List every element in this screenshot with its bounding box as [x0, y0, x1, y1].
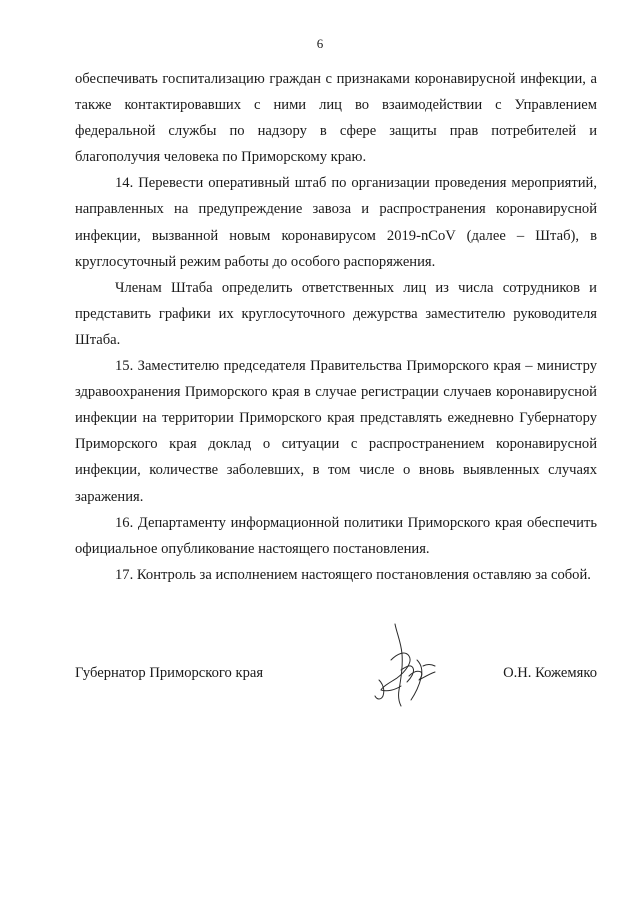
paragraph-15: 15. Заместителю председателя Правительства Приморского края – министру здравоохранения Приморского края в случае регистрации случаев коронавирусной инфекции на территории Приморского края представлять ежедневно Губернатору Приморского края доклад о ситуации с распространением коронавирусной инфекции, количестве заболевших, в том числе о вновь выявленных случаях заражения. — [75, 358, 597, 505]
paragraph-14: 14. Перевести оперативный штаб по организации проведения мероприятий, направленных на предупреждение завоза и распространения коронавирусной инфекции, вызванной новым коронавирусом 2019-nCoV (далее – Штаб), в круглосуточный режим работы до особого распоряжения. — [75, 175, 597, 270]
signatory-name: О.Н. Кожемяко — [503, 665, 597, 681]
paragraph-17: 17. Контроль за исполнением настоящего постановления оставляю за собой. — [115, 566, 591, 583]
paragraph-staff-members: Членам Штаба определить ответственных лиц из числа сотрудников и представить графики их круглосуточного дежурства заместителю руководителя Штаба. — [75, 279, 597, 348]
page-number: 6 — [316, 36, 324, 51]
paragraph-hospitalization-continued: обеспечивать госпитализацию граждан с признаками коронавирусной инфекции, а также контактировавших с ними лиц во взаимодействии с Управлением федеральной службы по надзору в сфере защиты прав потребителей и благополучия человека по Приморскому краю. — [75, 71, 597, 166]
paragraph-16: 16. Департаменту информационной политики Приморского края обеспечить официальное опубликование настоящего постановления. — [75, 514, 597, 557]
document-body — [75, 66, 597, 588]
handwritten-signature — [361, 620, 451, 710]
signatory-position: Губернатор Приморского края — [75, 665, 264, 681]
signature-block — [75, 620, 597, 710]
